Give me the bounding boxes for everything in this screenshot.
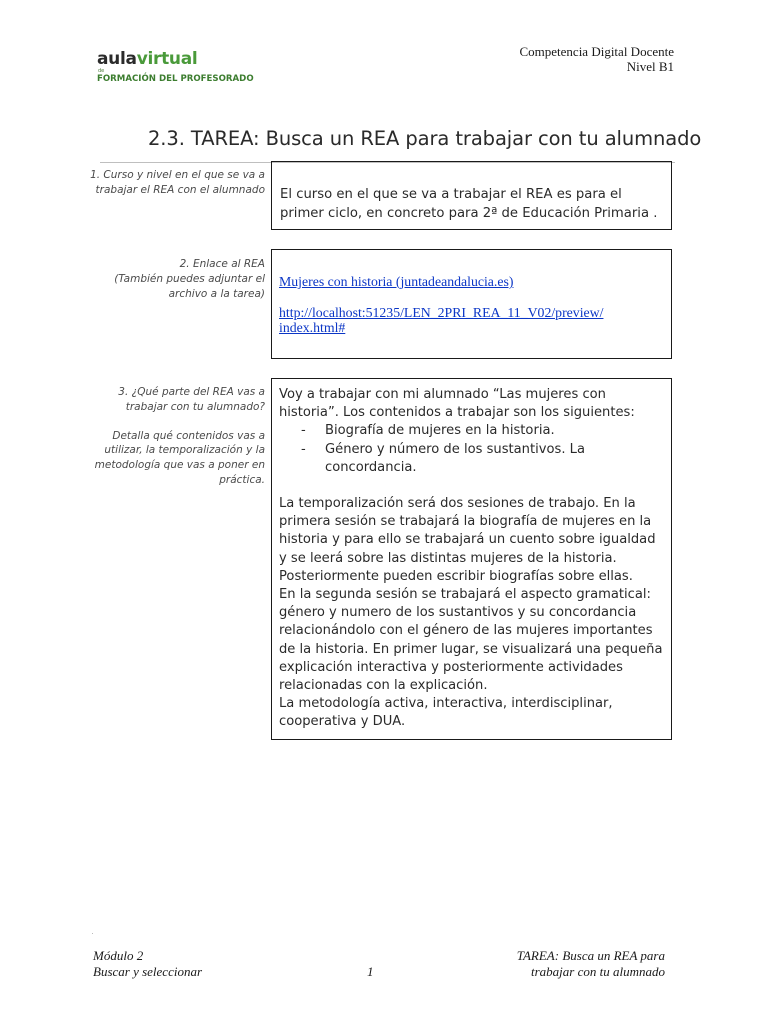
section3-label-line: práctica.: [219, 473, 265, 486]
section3-answer-box: [271, 378, 672, 740]
footer-module-number: Módulo 2: [93, 948, 144, 963]
section1-label-line: trabajar el REA con el alumnado: [95, 183, 265, 196]
footer-module-title: Buscar y seleccionar: [93, 963, 203, 979]
section3-intro: Voy a trabajar con mi alumnado “Las mujeres con historia”. Los contenidos a trabajar son los siguientes:: [279, 387, 635, 421]
aulavirtual-logo: [97, 50, 254, 84]
section3-label: [95, 385, 265, 488]
logo-aula: aula: [97, 49, 137, 69]
page-number: 1: [367, 964, 374, 979]
section3-label-line: 3. ¿Qué parte del REA vas a: [118, 386, 265, 398]
section3-methodology: La metodología activa, interactiva, interdisciplinar, cooperativa y DUA.: [279, 696, 613, 730]
section1-answer-box: [271, 161, 672, 230]
header-level: Nivel B1: [626, 59, 674, 74]
section3-label-line: metodología que vas a poner en: [94, 459, 265, 472]
list-item: - Biografía de mujeres en la historia.: [299, 422, 665, 440]
rea-link[interactable]: Mujeres con historia (juntadeandalucia.es): [279, 274, 514, 289]
footer-task: [517, 948, 665, 979]
footer-task-line: trabajar con tu alumnado: [531, 963, 665, 979]
logo-de: de: [98, 68, 105, 74]
contents-list: [279, 422, 665, 477]
section3-temporalization: La temporalización será dos sesiones de trabajo. En la primera sesión se trabajará la biografía de mujeres en la historia y para ello se trabajará un cuento sobre igualdad y se leerá sobre las distintas mujeres de la historia. Posteriormente pueden escribir biografías sobre ellas.: [279, 496, 656, 584]
section2-label: [114, 257, 265, 301]
footer-mark: [92, 933, 93, 934]
localhost-link-line: http://localhost:51235/LEN_2PRI_REA_11_V02/preview/: [279, 304, 604, 320]
header-course-info: [519, 44, 674, 74]
footer-task-line: TAREA: Busca un REA para: [516, 948, 665, 963]
section1-label-line: 1. Curso y nivel en el que se va a: [90, 169, 265, 181]
section3-label-line: Detalla qué contenidos vas a: [112, 429, 265, 442]
section1-label: [90, 168, 265, 198]
section3-second-session: En la segunda sesión se trabajará el aspecto gramatical: género y numero de los sustantivos y su concordancia relacionándolo con el género de las mujeres importantes de la historia. En primer lugar, se visualizará una pequeña explicación interactiva y posteriormente actividades relacionadas con la explicación.: [279, 587, 663, 694]
list-item: - Género y número de los sustantivos. La concordancia.: [299, 441, 665, 477]
section1-answer-text: El curso en el que se va a trabajar el REA es para el primer ciclo, en concreto para 2ª de Educación Primaria .: [280, 187, 658, 221]
localhost-link-line: index.html#: [279, 320, 346, 335]
logo-subtitle: FORMACIÓN DEL PROFESORADO: [97, 74, 254, 84]
logo-virtual: virtual: [136, 49, 198, 69]
header-competence: Competencia Digital Docente: [519, 44, 674, 59]
localhost-link[interactable]: [279, 305, 664, 336]
footer-module: [93, 948, 202, 979]
page-title: 2.3. TAREA: Busca un REA para trabajar con tu alumnado: [148, 127, 702, 150]
section2-label-line: archivo a la tarea): [168, 287, 265, 300]
section2-label-line: (También puedes adjuntar el: [114, 272, 265, 285]
section3-label-line: trabajar con tu alumnado?: [125, 400, 265, 413]
section3-label-line: utilizar, la temporalización y la: [104, 444, 265, 457]
logo-wordmark: [97, 50, 254, 68]
section2-link-box: [271, 249, 672, 359]
section2-label-line: 2. Enlace al REA: [179, 258, 265, 270]
